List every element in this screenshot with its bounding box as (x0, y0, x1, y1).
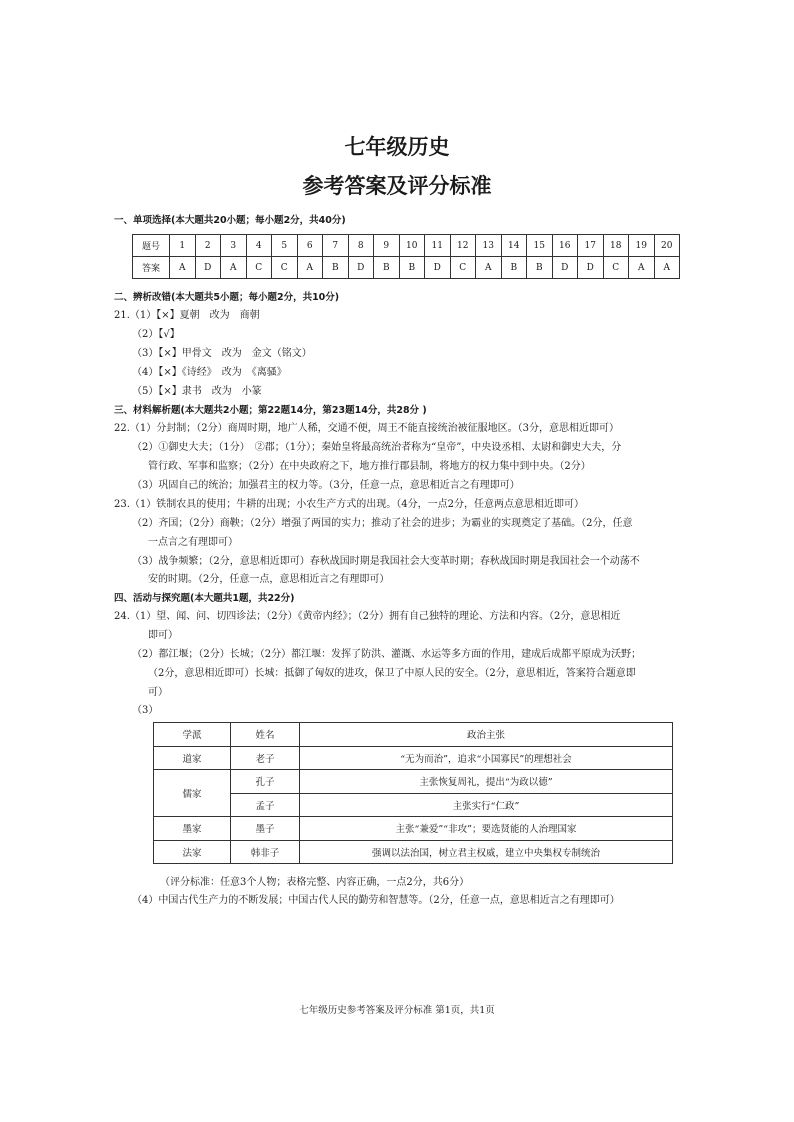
section-3-heading: 三、材料解析题(本大题共2小题；第22题14分，第23题14分，共28分 ) (114, 405, 427, 416)
table-row (154, 770, 673, 794)
q24-line-3: （2）都江堰；（2分）长城；（2分）都江堰：发挥了防洪、灌溉、水运等多方面的作用，建成后成都平原成为沃野； (132, 649, 642, 660)
question-number-cell: 16 (552, 235, 578, 257)
answer-cell: D (425, 257, 451, 279)
page-title: 七年级历史 (344, 135, 450, 159)
question-number-cell: 10 (399, 235, 425, 257)
question-number-cell: 17 (578, 235, 604, 257)
answer-cell: C (272, 257, 298, 279)
answer-cell: D (348, 257, 374, 279)
question-number-cell: 7 (323, 235, 349, 257)
answer-cell: C (450, 257, 476, 279)
school-cell: 道家 (154, 746, 231, 770)
question-number-cell: 9 (374, 235, 400, 257)
q22-line-2: （2）①御史大夫；（1分） ②郡；（1分）；秦始皇将最高统治者称为“皇帝”，中央设丞相、太尉和御史大夫，分 (132, 442, 622, 453)
answer-table-number-label: 题号 (133, 235, 170, 257)
idea-cell: 主张“兼爱”“非攻”；要选贤能的人治理国家 (300, 817, 673, 841)
answer-cell: C (246, 257, 272, 279)
schools-table-header (154, 723, 673, 747)
question-number-cell: 4 (246, 235, 272, 257)
section-2-heading: 二、辨析改错(本大题共5小题；每小题2分，共10分) (114, 292, 340, 303)
question-number-cell: 18 (603, 235, 629, 257)
question-number-cell: 14 (501, 235, 527, 257)
name-cell: 老子 (231, 746, 300, 770)
section-4-heading: 四、活动与探究题(本大题共1题，共22分) (114, 593, 295, 604)
question-number-cell: 3 (221, 235, 247, 257)
q23-line-2: （2）齐国；（2分）商鞅；（2分）增强了两国的实力；推动了社会的进步；为霸业的实现奠定了基础。（2分，任意 (132, 518, 633, 529)
q24-line-2: 即可） (148, 630, 178, 641)
idea-cell: “无为而治”，追求“小国寡民”的理想社会 (300, 746, 673, 770)
answer-table-answer-label: 答案 (133, 257, 170, 279)
answer-table-number-row (133, 235, 680, 257)
question-number-cell: 6 (297, 235, 323, 257)
answer-cell: A (297, 257, 323, 279)
answer-cell: B (374, 257, 400, 279)
question-number-cell: 5 (272, 235, 298, 257)
question-number-cell: 19 (629, 235, 655, 257)
q23-line-3: 一点言之有理即可） (148, 537, 238, 548)
header-idea: 政治主张 (300, 723, 673, 747)
idea-cell: 主张实行“仁政” (300, 793, 673, 817)
q21-line-5: （5）【×】隶书 改为 小篆 (132, 386, 262, 397)
answer-cell: B (527, 257, 553, 279)
school-cell: 儒家 (154, 770, 231, 817)
answer-cell: B (399, 257, 425, 279)
answer-cell: A (170, 257, 196, 279)
q23-line-4: （3）战争频繁；（2分，意思相近即可）春秋战国时期是我国社会大变革时期；春秋战国时期是我国社会一个动荡不 (132, 556, 640, 567)
table-row (154, 817, 673, 841)
q24-scoring-note: （评分标准：任意3个人物；表格完整、内容正确，一点2分，共6分） (160, 877, 470, 888)
page-footer: 七年级历史参考答案及评分标准 第1页，共1页 (299, 1005, 495, 1016)
q23-line-1: 23.（1）铁制农具的使用；牛耕的出现；小农生产方式的出现。（4分，一点2分，任意两点意思相近即可） (114, 499, 584, 510)
q24-line-1: 24.（1）望、闻、问、切四诊法；（2分）《黄帝内经》；（2分）拥有自己独特的理论、方法和内容。（2分，意思相近 (114, 611, 621, 622)
q24-line-7: （4）中国古代生产力的不断发展；中国古代人民的勤劳和智慧等。（2分，任意一点，意思相近言之有理即可） (132, 895, 620, 906)
name-cell: 墨子 (231, 817, 300, 841)
answer-cell: B (501, 257, 527, 279)
q23-line-5: 安的时期。（2分，任意一点，意思相近言之有理即可） (148, 574, 390, 585)
page-subtitle: 参考答案及评分标准 (302, 174, 492, 198)
answer-cell: A (221, 257, 247, 279)
q24-line-4: （2分，意思相近即可）长城：抵御了匈奴的进攻，保卫了中原人民的安全。（2分，意思相近，答案符合题意即 (148, 668, 636, 679)
q22-line-4: （3）巩固自己的统治；加强君主的权力等。（3分，任意一点，意思相近言之有理即可） (132, 480, 520, 491)
name-cell: 孔子 (231, 770, 300, 794)
answer-cell: A (654, 257, 680, 279)
answer-cell: B (323, 257, 349, 279)
table-row (154, 840, 673, 864)
answer-cell: D (195, 257, 221, 279)
answer-cell: A (629, 257, 655, 279)
q24-line-5: 可） (148, 687, 168, 698)
table-row (154, 793, 673, 817)
question-number-cell: 8 (348, 235, 374, 257)
q21-line-4: （4）【×】《诗经》 改为 《离骚》 (132, 367, 287, 378)
answer-cell: D (552, 257, 578, 279)
q22-line-1: 22.（1）分封制；（2分）商周时期，地广人稀，交通不便，周王不能直接统治被征服地区。（3分，意思相近即可） (114, 423, 619, 434)
school-cell: 墨家 (154, 817, 231, 841)
table-row (154, 746, 673, 770)
header-school: 学派 (154, 723, 231, 747)
q21-line-3: （3）【×】甲骨文 改为 金文（铭文） (132, 348, 312, 359)
question-number-cell: 2 (195, 235, 221, 257)
question-number-cell: 13 (476, 235, 502, 257)
q22-line-3: 管行政、军事和监察；（2分）在中央政府之下，地方推行郡县制，将地方的权力集中到中央。（2分） (148, 461, 591, 472)
q21-line-1: 21.（1）【×】夏朝 改为 商朝 (114, 310, 260, 321)
name-cell: 韩非子 (231, 840, 300, 864)
idea-cell: 主张恢复周礼，提出“为政以德” (300, 770, 673, 794)
q24-line-6: （3） (132, 705, 159, 716)
answer-table-answer-row (133, 257, 680, 279)
school-cell: 法家 (154, 840, 231, 864)
question-number-cell: 12 (450, 235, 476, 257)
section-1-heading: 一、单项选择(本大题共20小题；每小题2分，共40分) (114, 215, 346, 226)
question-number-cell: 1 (170, 235, 196, 257)
answer-cell: A (476, 257, 502, 279)
answer-cell: C (603, 257, 629, 279)
schools-table (153, 722, 673, 864)
question-number-cell: 20 (654, 235, 680, 257)
idea-cell: 强调以法治国，树立君主权威，建立中央集权专制统治 (300, 840, 673, 864)
q21-line-2: （2）【√】 (132, 329, 180, 340)
question-number-cell: 11 (425, 235, 451, 257)
answer-cell: D (578, 257, 604, 279)
name-cell: 孟子 (231, 793, 300, 817)
question-number-cell: 15 (527, 235, 553, 257)
answer-table (132, 234, 680, 279)
header-name: 姓名 (231, 723, 300, 747)
